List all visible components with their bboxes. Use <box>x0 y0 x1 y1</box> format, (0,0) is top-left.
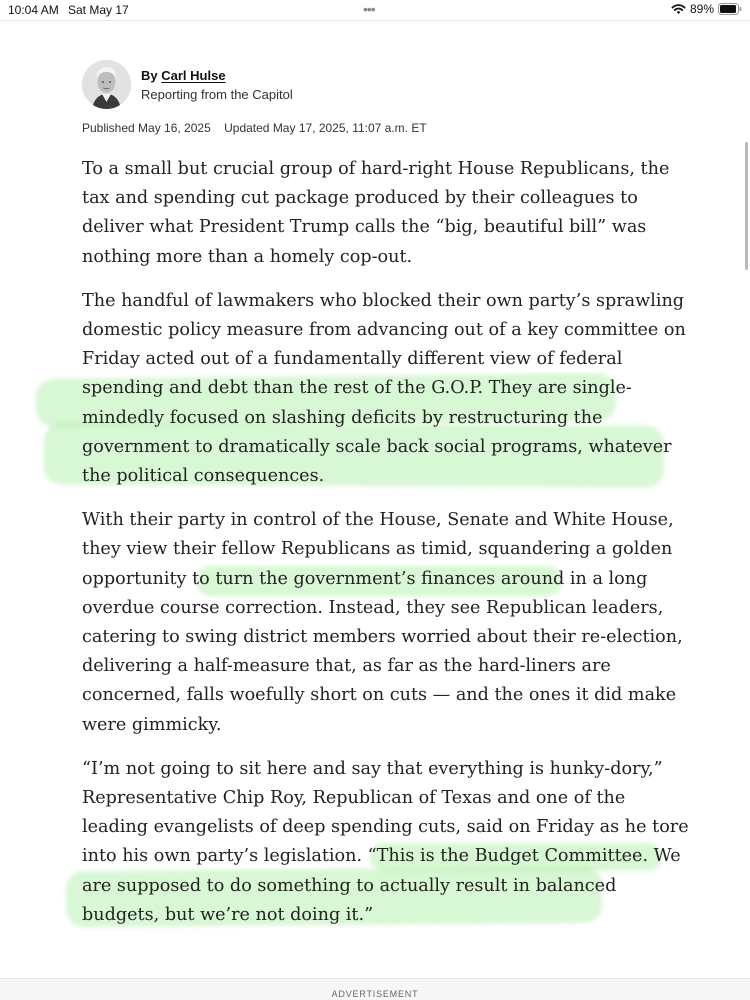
paragraph-line: tax and spending cut package produced by their colleagues to <box>82 188 638 209</box>
paragraph-line: The handful of lawmakers who blocked their own party’s sprawling <box>82 290 685 311</box>
paragraph-line: are supposed to do something to actually result in balanced <box>82 875 617 896</box>
status-date: Sat May 17 <box>68 3 129 17</box>
paragraph-line: To a small but crucial group of hard-right House Republicans, the <box>82 159 670 179</box>
author-link[interactable]: Carl Hulse <box>161 67 226 83</box>
wifi-icon <box>671 3 686 15</box>
updated-date: Updated May 17, 2025, 11:07 a.m. ET <box>224 121 427 135</box>
status-right <box>671 2 742 16</box>
paragraph-line: catering to swing district members worried about their re-election, <box>82 627 683 648</box>
author-avatar[interactable] <box>82 60 131 109</box>
paragraph-line: spending and debt than the rest of the G.O.P. They are single- <box>82 378 632 399</box>
paragraph-line: Representative Chip Roy, Republican of Texas and one of the <box>82 788 626 809</box>
paragraph-line: they view their fellow Republicans as timid, squandering a golden <box>82 539 673 560</box>
paragraph-line: “I’m not going to sit here and say that everything is hunky-dory,” <box>82 758 663 779</box>
paragraph-line: nothing more than a homely cop-out. <box>82 246 413 267</box>
paragraph-line: domestic policy measure from advancing out of a key committee on <box>82 320 686 341</box>
status-time: 10:04 AM <box>8 3 59 17</box>
article-paragraph <box>82 287 686 491</box>
byline-subtitle: Reporting from the Capitol <box>141 86 293 102</box>
paragraph-line: delivering a half-measure that, as far as the hard-liners are <box>82 656 611 677</box>
paragraph-line: mindedly focused on slashing deficits by restructuring the <box>82 407 603 428</box>
article-paragraph <box>82 155 682 272</box>
article-body <box>82 155 689 945</box>
status-bar <box>0 0 750 20</box>
paragraph-line: deliver what President Trump calls the “big, beautiful bill” was <box>82 217 647 238</box>
by-prefix: By <box>141 67 158 83</box>
more-dots-icon[interactable]: ••• <box>363 1 375 17</box>
paragraph-line: overdue course correction. Instead, they see Republican leaders, <box>82 597 664 618</box>
byline <box>82 60 293 109</box>
paragraph-line: were gimmicky. <box>82 714 222 735</box>
paragraph-line: opportunity to turn the government’s finances around in a long <box>82 568 648 589</box>
article-dates <box>82 121 427 135</box>
battery-icon <box>718 3 742 15</box>
advertisement-label: ADVERTISEMENT <box>331 989 419 999</box>
article-paragraph <box>82 755 689 930</box>
byline-text <box>141 66 293 104</box>
paragraph-line: With their party in control of the House, Senate and White House, <box>82 510 674 531</box>
paragraph-line: government to dramatically scale back social programs, whatever <box>82 436 672 457</box>
paragraph-line: the political consequences. <box>82 466 325 487</box>
article-paragraph <box>82 506 682 740</box>
battery-percent: 89% <box>689 2 714 16</box>
published-date: Published May 16, 2025 <box>82 121 211 135</box>
paragraph-line: Friday acted out of a fundamentally different view of federal <box>82 349 623 370</box>
paragraph-line: concerned, falls woefully short on cuts — and the ones it did make <box>82 685 677 706</box>
scrollbar[interactable] <box>745 142 748 270</box>
paragraph-line: leading evangelists of deep spending cuts, said on Friday as he tore <box>82 817 689 838</box>
paragraph-line: into his own party’s legislation. “This is the Budget Committee. We <box>82 846 681 867</box>
paragraph-line: budgets, but we’re not doing it.” <box>82 904 374 925</box>
